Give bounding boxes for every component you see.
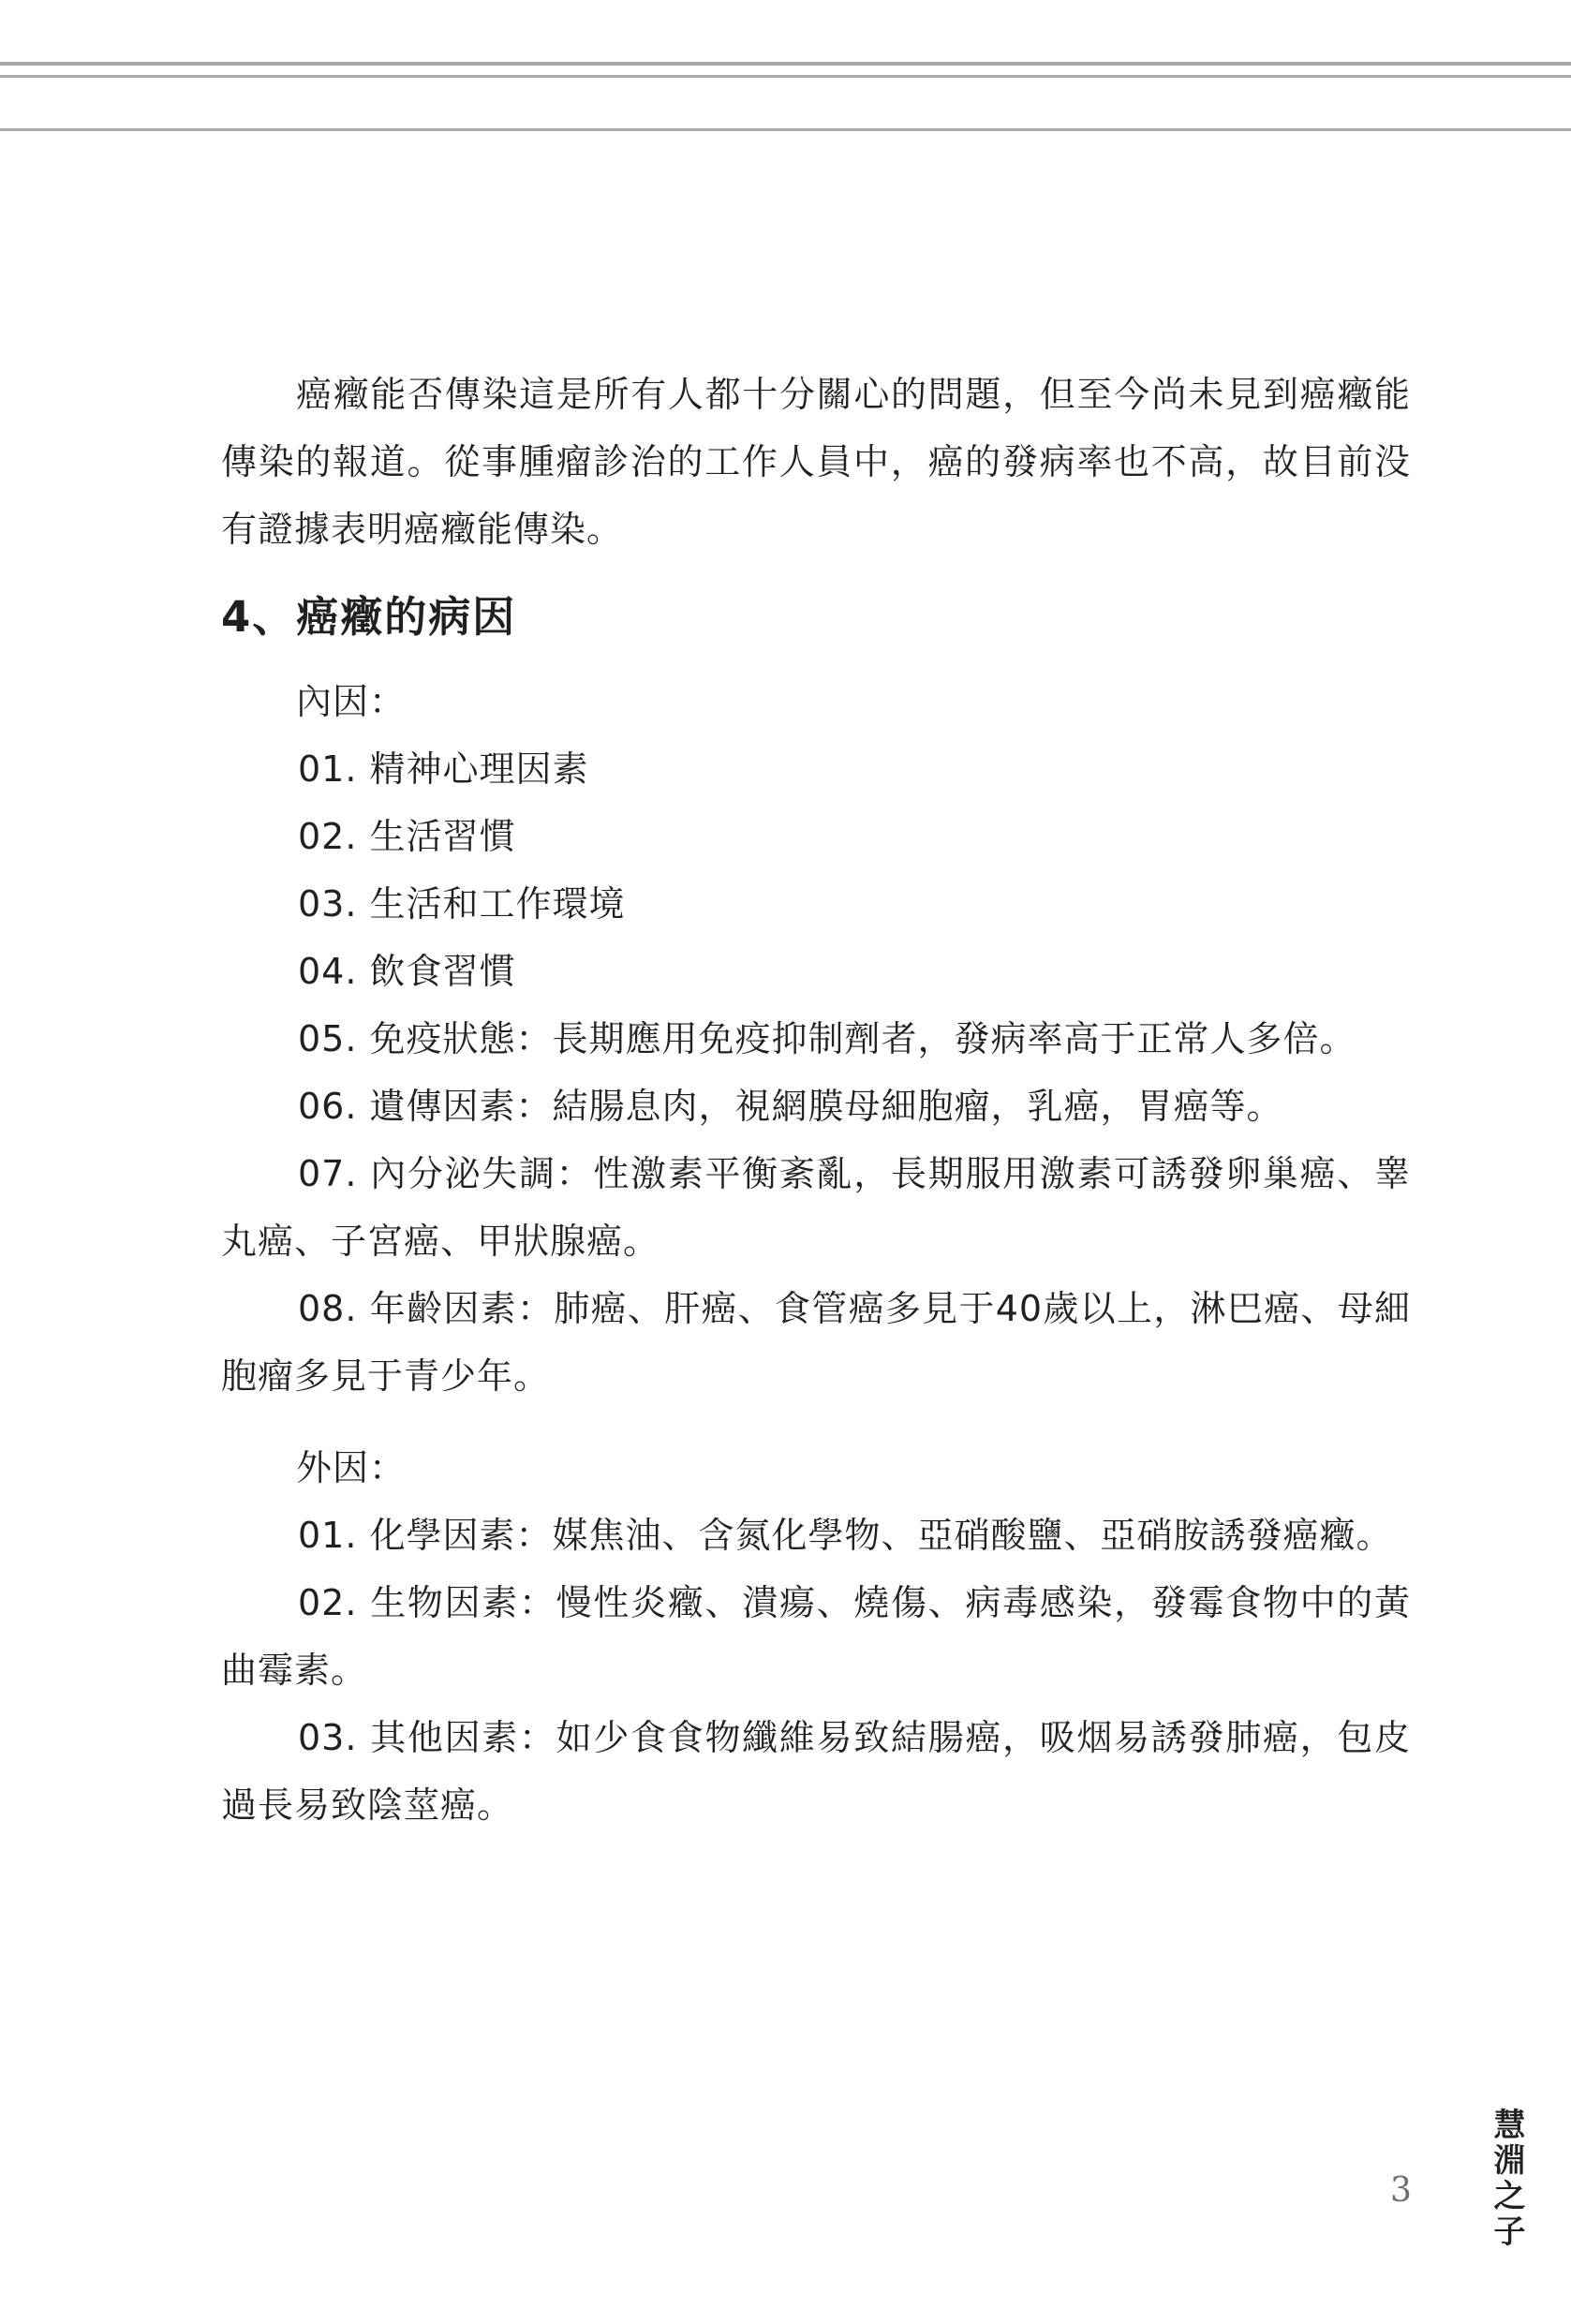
external-causes-label: 外因： xyxy=(296,1447,407,1488)
intro-paragraph: 癌癥能否傳染這是所有人都十分關心的問題，但至今尚未見到癌癥能傳染的報道。從事腫瘤診治的工作人員中，癌的發病率也不高，故目前没有證據表明癌癥能傳染。 xyxy=(221,374,1411,550)
internal-cause-item: 03. 生活和工作環境 xyxy=(298,883,626,925)
internal-cause-item: 06. 遺傳因素：結腸息肉，視網膜母細胞瘤，乳癌，胃癌等。 xyxy=(298,1086,1283,1127)
header-rule-top xyxy=(0,62,1571,66)
page-number: 3 xyxy=(1390,2171,1412,2210)
header-rule-middle xyxy=(0,75,1571,78)
header-rule-bottom xyxy=(0,128,1571,131)
section-heading: 4、癌癥的病因 xyxy=(221,592,517,642)
internal-cause-item: 07. 內分泌失調：性激素平衡紊亂，長期服用激素可誘發卵巢癌、睾丸癌、子宮癌、甲狀腺癌。 xyxy=(221,1153,1411,1262)
internal-cause-item: 08. 年齡因素：肺癌、肝癌、食管癌多見于40歲以上，淋巴癌、母細胞瘤多見于青少年。 xyxy=(221,1288,1411,1397)
internal-cause-item: 05. 免疫狀態：長期應用免疫抑制劑者，發病率高于正常人多倍。 xyxy=(298,1018,1356,1059)
internal-cause-item: 01. 精神心理因素 xyxy=(298,748,589,790)
page-body xyxy=(221,361,1411,1839)
external-cause-item: 03. 其他因素：如少食食物纖維易致結腸癌，吸烟易誘發肺癌，包皮過長易致陰莖癌。 xyxy=(221,1717,1411,1826)
external-cause-item: 01. 化學因素：媒焦油、含氮化學物、亞硝酸鹽、亞硝胺誘發癌癥。 xyxy=(298,1515,1393,1556)
external-cause-item: 02. 生物因素：慢性炎癥、潰瘍、燒傷、病毒感染，發霉食物中的黃曲霉素。 xyxy=(221,1582,1411,1691)
book-title: 慧淵之子 xyxy=(1488,2108,1525,2250)
internal-cause-item: 02. 生活習慣 xyxy=(298,816,516,857)
section-spacer xyxy=(221,1410,1411,1434)
internal-cause-item: 04. 飲食習慣 xyxy=(298,951,516,992)
internal-causes-label: 內因： xyxy=(296,681,407,722)
